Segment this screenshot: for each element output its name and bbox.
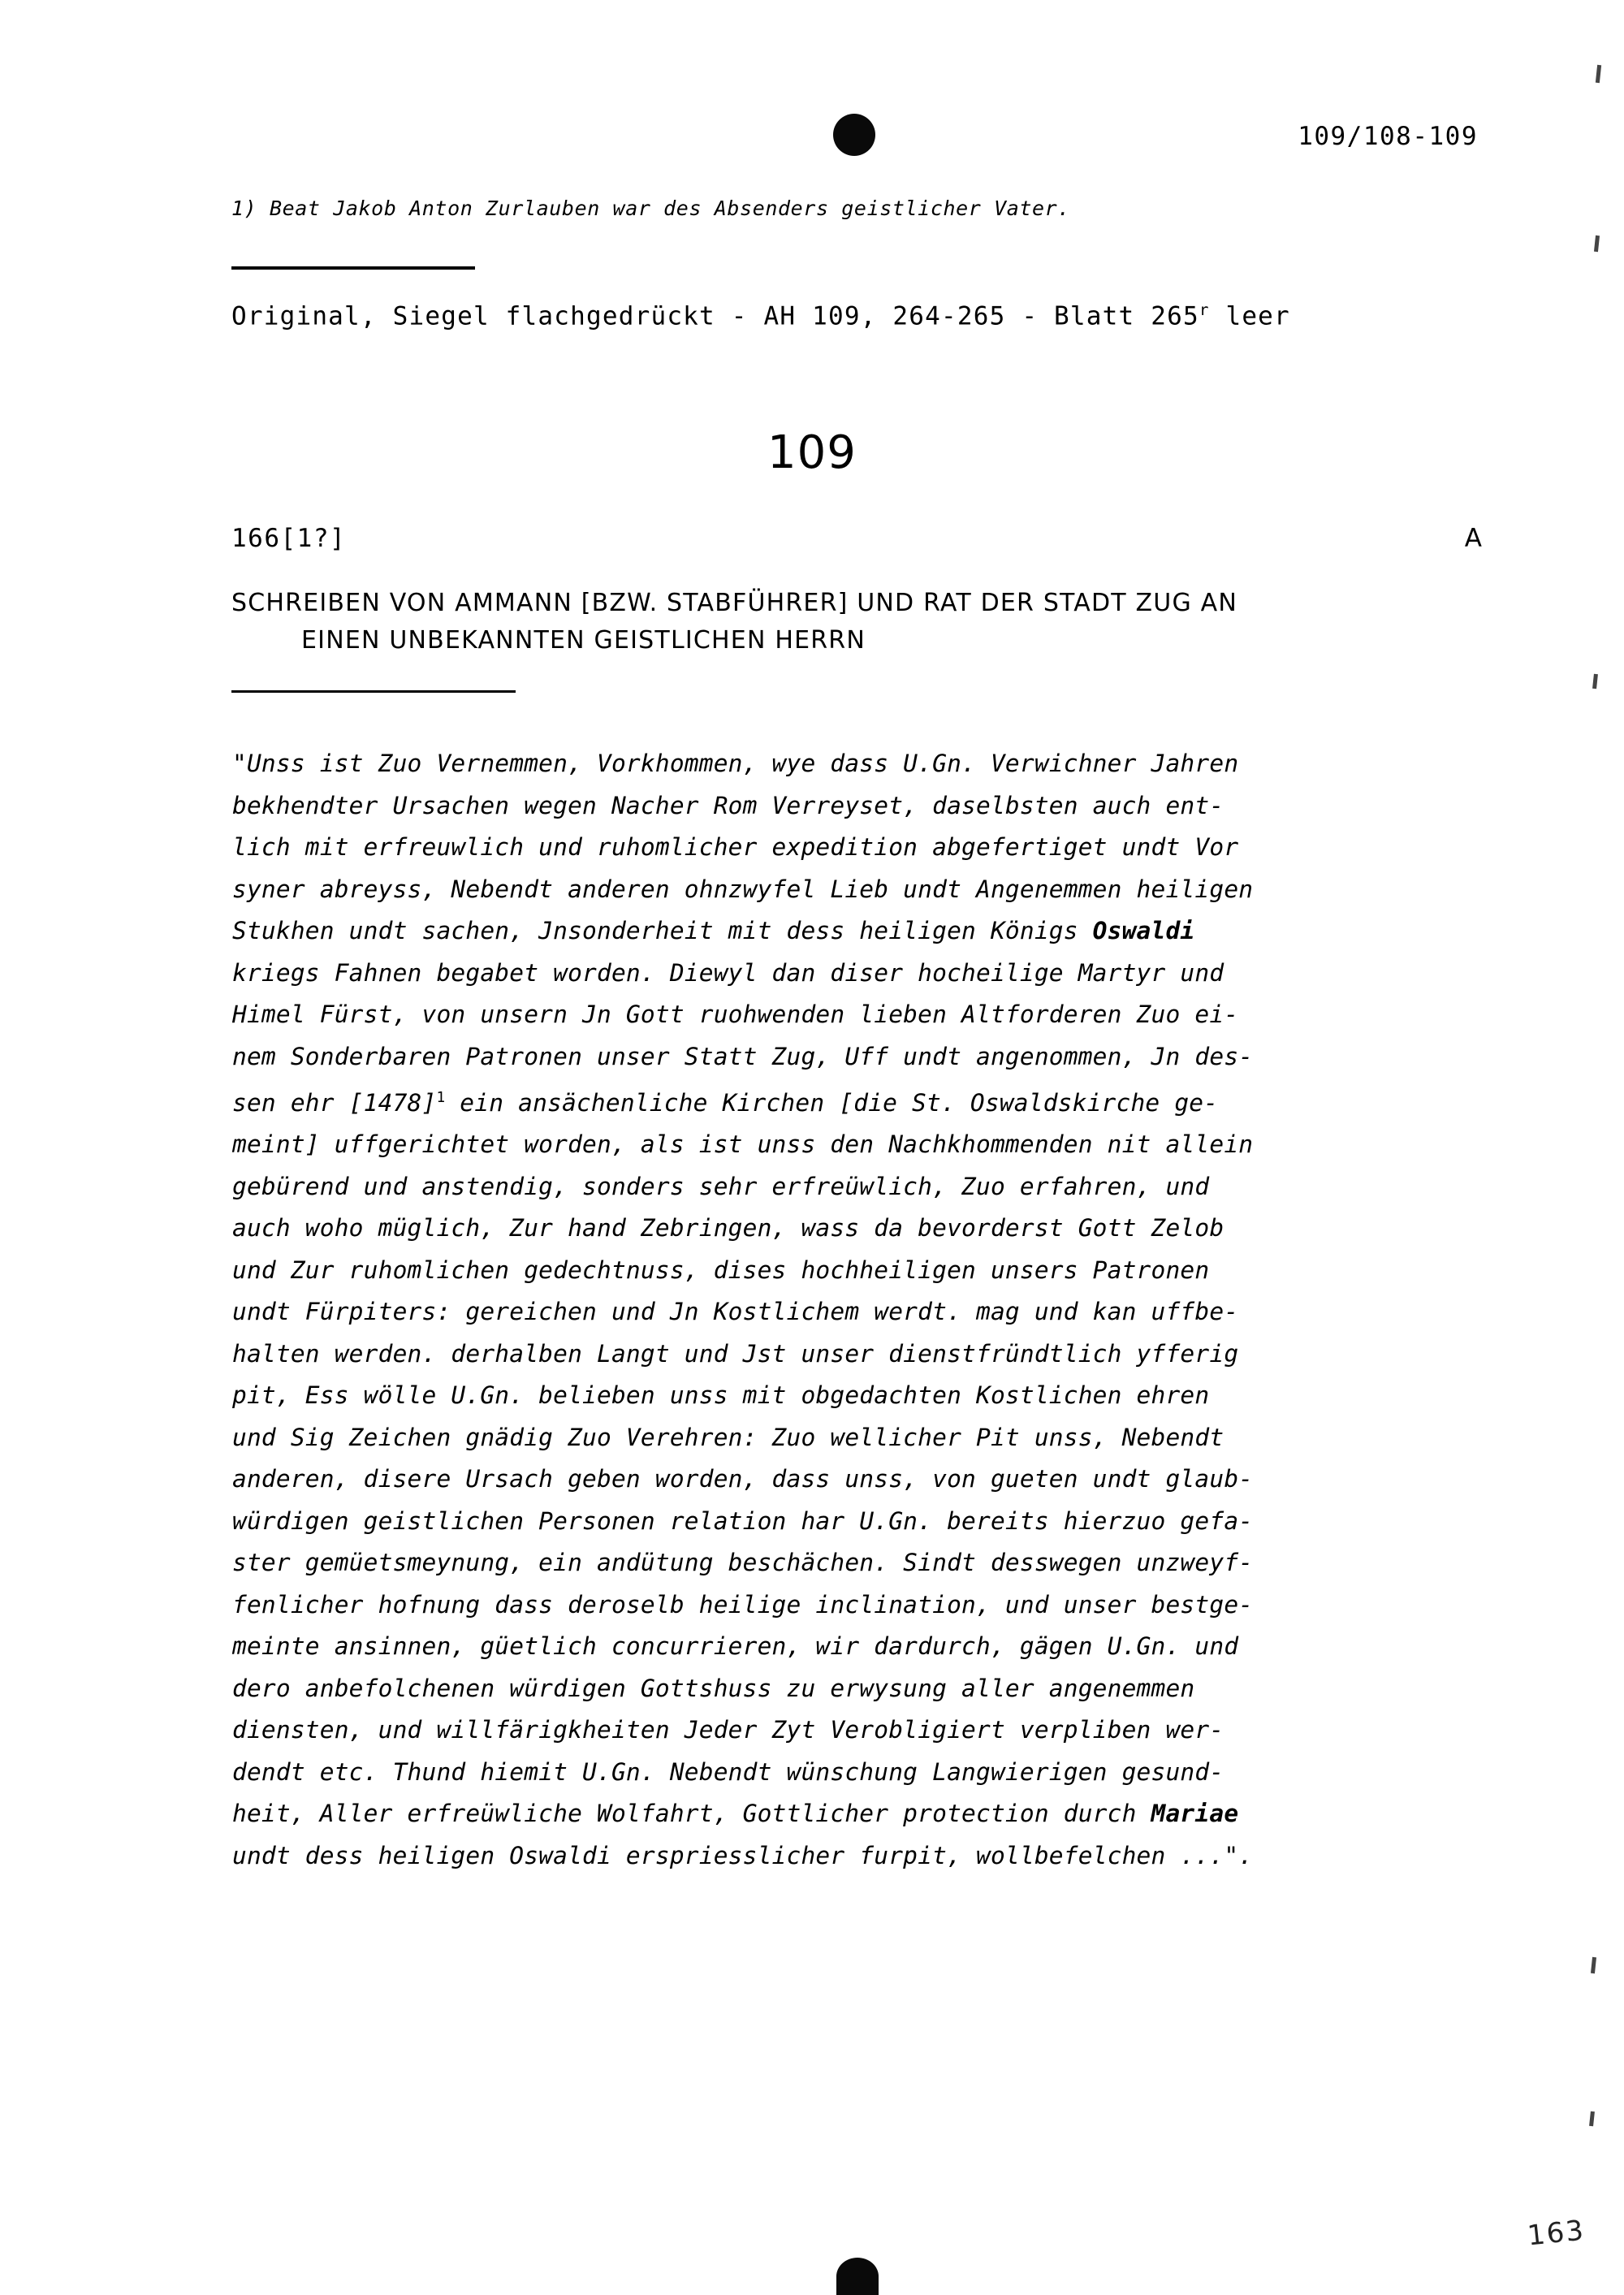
body-line: dendt etc. Thund hiemit U.Gn. Nebendt wünschung Langwierigen gesund- [232, 1757, 1224, 1786]
document-title-line-2: EINEN UNBEKANNTEN GEISTLICHEN HERRN [301, 626, 866, 655]
scan-artifact-dot-bottom [836, 2258, 879, 2295]
body-line: Himel Fürst, von unsern Jn Gott ruohwenden lieben Altforderen Zuo ei- [232, 1001, 1239, 1028]
body-line: ster gemüetsmeynung, ein andütung beschächen. Sindt desswegen unzweyf- [232, 1549, 1254, 1577]
page-folio-header: 109/108-109 [1298, 122, 1478, 151]
horizontal-rule-mid [231, 690, 516, 693]
document-id: 166[1?] [231, 524, 347, 553]
body-line [232, 1078, 1487, 1124]
document-title-line-1: SCHREIBEN VON AMMANN [BZW. STABFÜHRER] UND RAT DER STADT ZUG AN [231, 589, 1237, 617]
footnote-reference-1: 1 [436, 1090, 446, 1106]
scan-edge-mark [1594, 236, 1600, 252]
body-line: undt dess heiligen Oswaldi erspriesslicher furpit, wollbefelchen ...". [232, 1841, 1254, 1869]
body-line: kriegs Fahnen begabet worden. Diewyl dan diser hocheilige Martyr und [232, 958, 1224, 987]
body-line: pit, Ess wölle U.Gn. belieben unss mit obgedachten Kostlichen ehren [232, 1381, 1210, 1410]
body-line: diensten, und willfärigkheiten Jeder Zyt Verobligiert verpliben wer- [232, 1716, 1224, 1744]
scan-artifact-dot-top [833, 114, 875, 156]
body-line: syner abreyss, Nebendt anderen ohnzwyfel Lieb undt Angenemmen heiligen [232, 875, 1254, 903]
document-body [232, 743, 1487, 1877]
footnote-text: 1) Beat Jakob Anton Zurlauben war des Absenders geistlicher Vater. [231, 197, 1070, 220]
scan-edge-mark [1592, 674, 1598, 689]
body-line: meinte ansinnen, güetlich concurrieren, wir dardurch, gägen U.Gn. und [232, 1632, 1239, 1661]
body-line: meint] uffgerichtet worden, als ist unss den Nachkhommenden nit allein [232, 1130, 1254, 1159]
body-line: nem Sonderbaren Patronen unser Statt Zug, Uff undt angenommen, Jn des- [232, 1042, 1254, 1070]
body-line: halten werden. derhalben Langt und Jst unser dienstfründtlich yfferig [232, 1339, 1239, 1368]
horizontal-rule-top [231, 266, 475, 270]
body-line: anderen, disere Ursach geben worden, dass unss, von gueten undt glaub- [232, 1465, 1254, 1493]
body-line: und Sig Zeichen gnädig Zuo Verehren: Zuo wellicher Pit unss, Nebendt [232, 1423, 1224, 1451]
body-line-tail: ein ansächenliche Kirchen [die St. Oswaldskirche ge- [445, 1088, 1219, 1117]
body-line [232, 910, 1487, 953]
body-line: bekhendter Ursachen wegen Nacher Rom Verreyset, daselbsten auch ent- [232, 791, 1224, 819]
body-line: "Unss ist Zuo Vernemmen, Vorkhommen, wye dass U.Gn. Verwichner Jahren [232, 750, 1239, 777]
source-reference-tail: leer [1209, 301, 1290, 331]
handwritten-page-mark: 163 [1526, 2214, 1587, 2253]
source-reference-main: Original, Siegel flachgedrückt - AH 109, 264-265 - Blatt 265 [231, 301, 1199, 331]
body-line: undt Fürpiters: gereichen und Jn Kostlichem werdt. mag und kan uffbe- [232, 1298, 1239, 1326]
body-line-text: heit, Aller erfreüwliche Wolfahrt, Gottlicher protection durch [232, 1800, 1151, 1828]
body-line: dero anbefolchenen würdigen Gottshuss zu erwysung aller angenemmen [232, 1674, 1195, 1702]
body-line: lich mit erfreuwlich und ruhomlicher expedition abgefertiget undt Vor [232, 833, 1239, 861]
emphasis-mariae: Mariae [1151, 1800, 1239, 1828]
document-title [231, 585, 1482, 659]
source-reference-line [231, 300, 1290, 331]
body-line [232, 1793, 1487, 1835]
body-line: und Zur ruhomlichen gedechtnuss, dises hochheiligen unsers Patronen [232, 1256, 1210, 1284]
body-line: auch woho müglich, Zur hand Zebringen, wass da bevorderst Gott Zelob [232, 1214, 1224, 1243]
body-line: gebürend und anstendig, sonders sehr erfreüwlich, Zuo erfahren, und [232, 1172, 1210, 1200]
body-line-text: Stukhen undt sachen, Jnsonderheit mit dess heiligen Königs [232, 917, 1093, 944]
emphasis-oswaldi: Oswaldi [1092, 917, 1195, 944]
document-side-label: A [1464, 524, 1482, 553]
page-number-large: 109 [767, 426, 857, 479]
body-line-text: sen ehr [1478] [232, 1088, 437, 1117]
scan-edge-mark [1596, 65, 1601, 83]
scan-edge-mark [1589, 2111, 1595, 2126]
body-line: fenlicher hofnung dass deroselb heilige inclination, und unser bestge- [232, 1590, 1254, 1619]
scan-edge-mark [1591, 1957, 1596, 1973]
source-reference-superscript: r [1199, 300, 1210, 319]
body-line: würdigen geistlichen Personen relation har U.Gn. bereits hierzuo gefa- [232, 1506, 1254, 1535]
